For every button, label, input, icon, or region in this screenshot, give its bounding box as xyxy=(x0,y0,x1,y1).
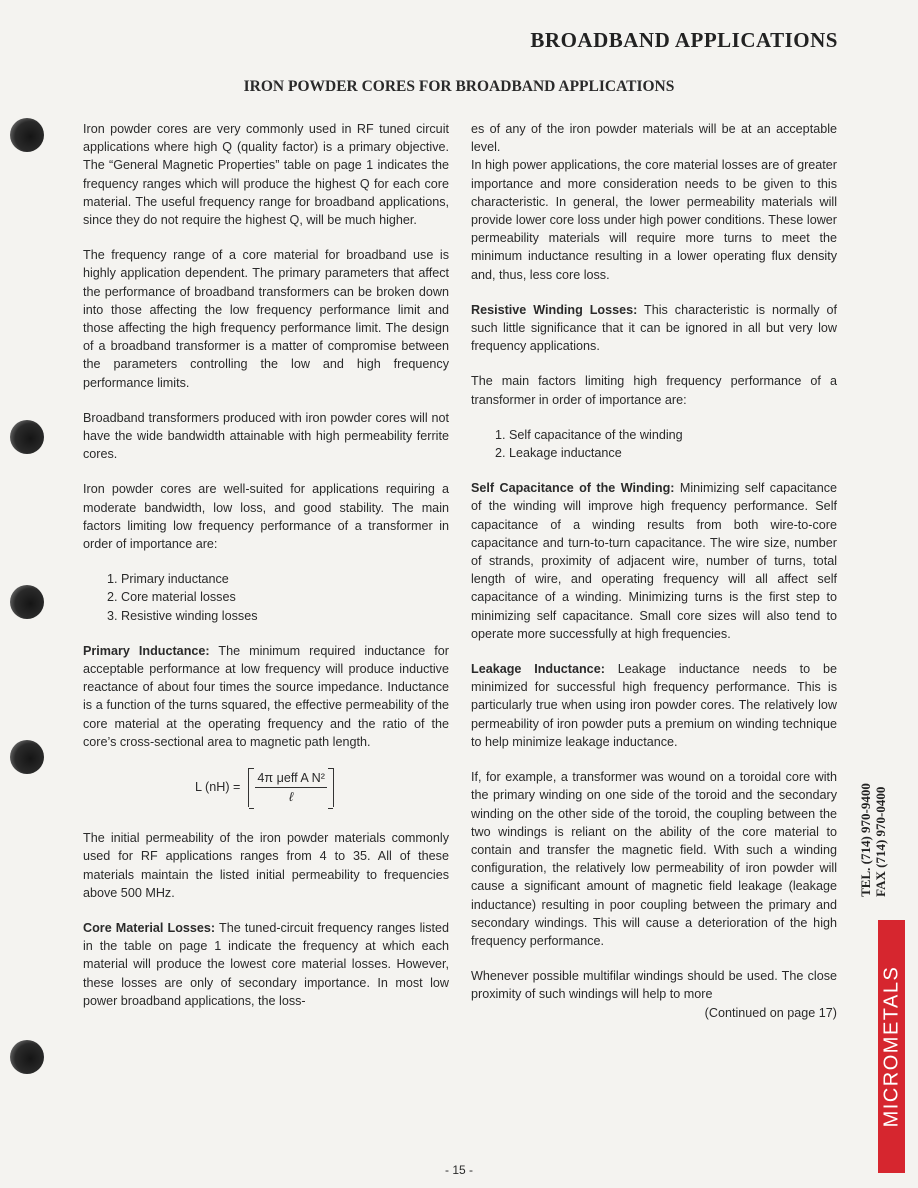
paragraph: Whenever possible multifilar windings should be used. The close proximity of such windings will help to more xyxy=(471,969,837,1002)
page-number: - 15 - xyxy=(444,1163,473,1177)
self-capacitance-paragraph xyxy=(471,479,837,643)
telephone-number: TEL. (714) 970-9400 xyxy=(858,783,873,897)
leakage-inductance-paragraph xyxy=(471,660,837,751)
paragraph: The main factors limiting high frequency performance of a transformer in order of importance are: xyxy=(471,374,837,407)
resistive-winding-text: This characteristic is normally of such little significance that it can be ignored in all but very low frequency applications. xyxy=(471,302,837,354)
self-capacitance-text: Minimizing self capacitance of the winding will improve high frequency performance. Self capacitance of a winding results from both wire-to-core capacitance and turn-to-turn capacitance. The wire size, number of strands, proximity of adjacent wire, number of turns, total length of wire, and operating frequency will all affect self capacitance of a winding. Minimizing turns is the first step to minimizing self capacitance. Small core sizes will also tend to operate more successfully at high frequencies. xyxy=(471,481,837,641)
leakage-inductance-text: Leakage inductance needs to be minimized for successful high frequency performance. This is particularly true when using iron powder cores. The relatively low permeability of iron powder puts a premium on winding technique to help minimize leakage inductance. xyxy=(471,662,837,749)
list-item: 2. Leakage inductance xyxy=(495,446,622,461)
resistive-winding-heading: Resistive Winding Losses: xyxy=(471,302,638,317)
list-item: 2. Core material losses xyxy=(107,590,236,605)
article-title: IRON POWDER CORES FOR BROADBAND APPLICATIONS xyxy=(243,78,675,95)
leakage-inductance-heading: Leakage Inductance: xyxy=(471,662,605,677)
brand-name: MICROMETALS xyxy=(880,965,903,1128)
paragraph: Broadband transformers produced with iron powder cores will not have the wide bandwidth attainable with high permeability ferrite cores. xyxy=(83,410,449,462)
paragraph: Iron powder cores are very commonly used in RF tuned circuit applications where high Q (quality factor) is a primary objective. The “General Magnetic Properties” table on page 1 indicates the frequency ranges which will produce the highest Q for each core material. The useful frequency range for broadband applications, since they do not require the highest Q, will be much higher. xyxy=(83,122,449,228)
continued-note: (Continued on page 17) xyxy=(704,1005,837,1020)
core-material-text: The tuned-circuit frequency ranges listed in the table on page 1 indicate the frequency at which each material will produce the lowest core material losses. However, these losses are only of secondary importance. In most low power broadband applications, the loss- xyxy=(83,920,449,1008)
core-material-paragraph xyxy=(83,919,449,1010)
list-item: 1. Primary inductance xyxy=(107,572,229,587)
inductance-formula xyxy=(195,768,449,807)
binding-hole-1 xyxy=(10,118,44,152)
section-header: BROADBAND APPLICATIONS xyxy=(530,28,838,52)
formula-bracket xyxy=(248,768,334,807)
contact-numbers xyxy=(858,765,888,915)
binding-hole-5 xyxy=(10,1040,44,1074)
list-item: 3. Resistive winding losses xyxy=(107,608,258,623)
list-item: 1. Self capacitance of the winding xyxy=(495,427,683,442)
core-material-heading: Core Material Losses: xyxy=(83,920,216,935)
formula-denominator: ℓ xyxy=(289,790,294,805)
paragraph: The frequency range of a core material for broadband use is highly application dependent. The primary parameters that affect the performance of broadband transformers can be broken down into those affecting the low frequency performance limit and those affecting the high frequency performance limit. The design of a broadband transformer is a matter of compromise between the parameters controlling the low and high frequency performance limits. xyxy=(83,248,449,390)
low-frequency-factors-list xyxy=(83,570,449,625)
left-column xyxy=(83,120,449,1027)
paragraph: Iron powder cores are well-suited for applications requiring a moderate bandwidth, low loss, and good stability. The main factors limiting low frequency performance of a transformer in order of importance are: xyxy=(83,482,449,552)
primary-inductance-paragraph xyxy=(83,642,449,751)
brand-sidebar xyxy=(878,920,905,1173)
primary-inductance-text: The minimum required inductance for acceptable performance at low frequency will produce inductive reactance of about four times the source impedance. Inductance is a function of the turns squared, the effective permeability of the core material at the operating frequency and the ratio of the core’s cross-sectional area to magnetic path length. xyxy=(83,643,449,749)
binding-hole-3 xyxy=(10,585,44,619)
resistive-winding-paragraph xyxy=(471,301,837,356)
right-column xyxy=(471,120,837,1022)
fax-number: FAX (714) 970-0400 xyxy=(873,786,888,897)
formula-numerator: 4π μeff A N² xyxy=(255,769,327,788)
binding-hole-4 xyxy=(10,740,44,774)
paragraph: In high power applications, the core material losses are of greater importance and more consideration needs to be given to this characteristic. In general, the lower permeability materials will provide lower core loss under high power conditions. These lower permeability materials will require more turns to meet the minimum inductance resulting in a lower operating flux density and, thus, less core loss. xyxy=(471,158,837,282)
high-frequency-factors-list xyxy=(471,426,837,462)
paragraph: If, for example, a transformer was wound on a toroidal core with the primary winding on one side of the toroid and the secondary winding on the other side of the toroid, the coupling between the two windings is reliant on the ability of the core material to contain and transfer the magnetic field. With such a winding configuration, the relatively low permeability of iron powder will cause a significant amount of magnetic field leakage (leakage inductance) resulting in poor coupling between the primary and secondary windings. This will cause a deterioration of the high frequency performance. xyxy=(471,770,837,948)
paragraph: es of any of the iron powder materials will be at an acceptable level. xyxy=(471,122,837,155)
paragraph: The initial permeability of the iron powder materials commonly used for RF applications ranges from 4 to 35. All of these materials maintain the listed initial permeability to frequencies above 500 MHz. xyxy=(83,831,449,900)
self-capacitance-heading: Self Capacitance of the Winding: xyxy=(471,481,675,496)
binding-hole-2 xyxy=(10,420,44,454)
formula-lhs: L (nH) = xyxy=(195,780,241,795)
primary-inductance-heading: Primary Inductance: xyxy=(83,643,210,658)
